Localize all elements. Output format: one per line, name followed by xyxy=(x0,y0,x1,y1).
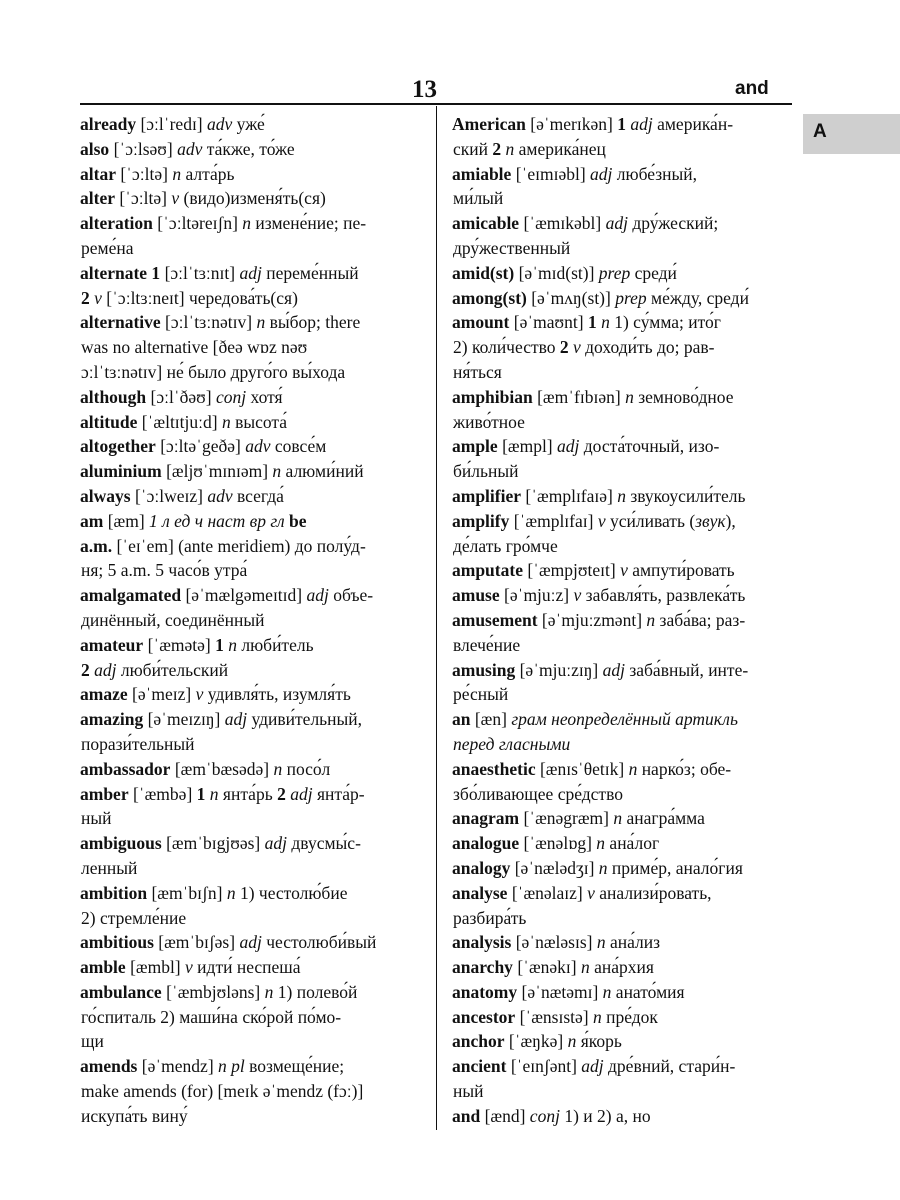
entry-line: 2 adj люби́тельский xyxy=(81,659,229,680)
entry-line: alternative [ɔːlˈtɜːnətɪv] n вы́бор; there xyxy=(80,312,361,333)
dictionary-entry xyxy=(452,211,790,261)
entry-line: aluminium [æljʊˈmɪnɪəm] n алюми́ний xyxy=(80,461,364,482)
dictionary-entry xyxy=(80,211,432,261)
entry-line: amuse [əˈmjuːz] v забавля́ть, развлека́ть xyxy=(452,585,746,606)
entry-line: збо́ливающее сре́дство xyxy=(453,783,623,804)
dictionary-entry xyxy=(452,558,790,583)
letter-tab xyxy=(803,114,900,154)
entry-line: amplify [ˈæmplɪfaɪ] v уси́ливать (звук), xyxy=(452,510,736,531)
dictionary-entry xyxy=(452,608,790,658)
entry-line: живо́тное xyxy=(453,411,525,432)
entry-line: a.m. [ˈeɪˈem] (ante meridiem) до полу́д- xyxy=(80,535,366,556)
entry-line: дру́жественный xyxy=(453,237,571,258)
entry-line: analogy [əˈnælədʒɪ] n приме́р, анало́гия xyxy=(452,857,743,878)
page-number: 13 xyxy=(412,76,437,103)
entry-line: го́спиталь 2) маши́на ско́рой по́мо- xyxy=(81,1006,342,1027)
dictionary-entry xyxy=(452,1104,790,1129)
entry-line: amputate [ˈæmpjʊteɪt] v ампути́ровать xyxy=(452,560,735,581)
entry-line: искупа́ть вину́ xyxy=(81,1105,188,1126)
dictionary-entry xyxy=(80,434,432,459)
dictionary-entry xyxy=(80,930,432,955)
entry-line: 2) стремле́ние xyxy=(81,907,187,928)
entry-line: amount [əˈmaʊnt] 1 n 1) су́мма; ито́г xyxy=(452,312,721,333)
entry-line: amber [ˈæmbə] 1 n янта́рь 2 adj янта́р- xyxy=(80,783,365,804)
entry-line: ancient [ˈeɪnʃənt] adj дре́вний, стари́н- xyxy=(452,1056,736,1077)
letter-tab-label: A xyxy=(813,121,827,142)
entry-line: amateur [ˈæmətə] 1 n люби́тель xyxy=(80,634,314,655)
entry-line: altogether [ɔːltəˈgeðə] adv совсе́м xyxy=(80,436,327,457)
dictionary-entry xyxy=(80,410,432,435)
entry-line: ми́лый xyxy=(453,188,504,209)
entry-line: порази́тельный xyxy=(81,733,195,754)
entry-line: ре́сный xyxy=(453,684,509,705)
entry-line: altar [ˈɔːltə] n алта́рь xyxy=(80,163,235,184)
entry-line: make amends (for) [meɪk əˈmendz (fɔː)] xyxy=(81,1081,364,1102)
dictionary-entry xyxy=(452,955,790,980)
dictionary-entry xyxy=(452,881,790,931)
entry-line: amaze [əˈmeɪz] v удивля́ть, изумля́ть xyxy=(80,684,351,705)
entry-line: разбира́ть xyxy=(453,907,527,928)
entry-line: amphibian [æmˈfɪbɪən] n земново́дное xyxy=(452,386,734,407)
dictionary-entry xyxy=(80,484,432,509)
dictionary-entry xyxy=(452,434,790,484)
dictionary-entry xyxy=(452,261,790,286)
dictionary-entry xyxy=(80,1054,432,1128)
dictionary-entry xyxy=(80,881,432,931)
dictionary-entry xyxy=(80,137,432,162)
entry-line: щи xyxy=(81,1031,104,1052)
dictionary-entry xyxy=(452,1029,790,1054)
entry-line: anaesthetic [ænɪsˈθetɪk] n нарко́з; обе- xyxy=(452,758,732,779)
entry-line: реме́на xyxy=(81,237,134,258)
entry-line: among(st) [əˈmʌŋ(st)] prep ме́жду, среди́ xyxy=(452,287,749,308)
dictionary-entry xyxy=(80,261,432,311)
entry-line: перед гласными xyxy=(453,733,571,754)
dictionary-entry xyxy=(80,980,432,1054)
entry-line: ленный xyxy=(81,857,138,878)
entry-line: amazing [əˈmeɪzɪŋ] adj удиви́тельный, xyxy=(80,709,363,730)
dictionary-entry xyxy=(80,682,432,707)
entry-line: alternate 1 [ɔːlˈtɜːnɪt] adj переме́нный xyxy=(80,262,359,283)
entry-line: ский 2 n америка́нец xyxy=(453,138,606,159)
entry-line: anagram [ˈænəgræm] n анагра́мма xyxy=(452,808,705,829)
dictionary-entry xyxy=(80,112,432,137)
dictionary-entry xyxy=(452,509,790,559)
dictionary-entry xyxy=(80,459,432,484)
dictionary-entry xyxy=(80,782,432,832)
dictionary-entry xyxy=(452,980,790,1005)
entry-line: ня́ться xyxy=(453,361,502,382)
column-divider xyxy=(436,106,437,1130)
dictionary-entry xyxy=(452,583,790,608)
entry-line: was no alternative [ðeə wɒz nəʊ xyxy=(81,337,308,358)
entry-line: anarchy [ˈænəkɪ] n ана́рхия xyxy=(452,957,654,978)
dictionary-entry xyxy=(80,757,432,782)
entry-line: ambitious [æmˈbɪʃəs] adj честолюби́вый xyxy=(80,932,377,953)
entry-line: ancestor [ˈænsɪstə] n пре́док xyxy=(452,1006,658,1027)
entry-line: always [ˈɔːlweɪz] adv всегда́ xyxy=(80,485,284,506)
dictionary-entry xyxy=(80,583,432,633)
entry-line: American [əˈmerɪkən] 1 adj америка́н- xyxy=(452,114,734,134)
entry-line: 2) коли́чество 2 v доходи́ть до; рав- xyxy=(453,337,715,358)
dictionary-entry xyxy=(452,1005,790,1030)
dictionary-entry xyxy=(452,1054,790,1104)
entry-line: би́льный xyxy=(453,461,519,482)
entry-line: ample [æmpl] adj доста́точный, изо- xyxy=(452,436,720,457)
dictionary-entry xyxy=(452,757,790,807)
entry-line: де́лать гро́мче xyxy=(453,535,558,556)
dictionary-entry xyxy=(80,707,432,757)
entry-line: amicable [ˈæmɪkəbl] adj дру́жеский; xyxy=(452,213,719,234)
entry-line: amiable [ˈeɪmɪəbl] adj любе́зный, xyxy=(452,163,698,184)
entry-line: an [æn] грам неопределённый артикль xyxy=(452,709,738,730)
entry-line: and [ænd] conj 1) и 2) а, но xyxy=(452,1105,651,1126)
entry-line: already [ɔːlˈredɪ] adv уже́ xyxy=(80,114,265,134)
dictionary-entry xyxy=(452,707,790,757)
header-rule xyxy=(80,103,792,105)
entry-line: ambulance [ˈæmbjʊləns] n 1) полево́й xyxy=(80,981,358,1002)
entry-line: although [ɔːlˈðəʊ] conj хотя́ xyxy=(80,386,283,407)
entry-line: ня; 5 a.m. 5 часо́в утра́ xyxy=(81,560,248,581)
dictionary-entry xyxy=(452,310,790,384)
entry-line: amplifier [ˈæmplɪfaɪə] n звукоусили́тель xyxy=(452,485,746,506)
entry-line: anchor [ˈæŋkə] n я́корь xyxy=(452,1031,622,1052)
dictionary-entry xyxy=(452,162,790,212)
dictionary-entry xyxy=(452,484,790,509)
entry-line: also [ˈɔːlsəʊ] adv та́кже, то́же xyxy=(80,138,295,159)
dictionary-entry xyxy=(452,856,790,881)
dictionary-entry xyxy=(80,831,432,881)
left-column xyxy=(80,112,432,1129)
entry-line: analogue [ˈænəlɒg] n ана́лог xyxy=(452,833,660,854)
dictionary-entry xyxy=(452,385,790,435)
dictionary-entry xyxy=(80,633,432,683)
entry-line: amble [æmbl] v идти́ неспеша́ xyxy=(80,957,301,978)
entry-line: analyse [ˈænəlaɪz] v анализи́ровать, xyxy=(452,882,712,903)
dictionary-entry xyxy=(452,112,790,162)
dictionary-entry xyxy=(80,534,432,584)
entry-line: ambition [æmˈbɪʃn] n 1) честолю́бие xyxy=(80,882,348,903)
dictionary-entry xyxy=(452,930,790,955)
entry-line: alteration [ˈɔːltəreɪʃn] n измене́ние; пе- xyxy=(80,213,367,234)
dictionary-entry xyxy=(80,186,432,211)
dictionary-entry xyxy=(80,310,432,384)
entry-line: altitude [ˈæltɪtjuːd] n высота́ xyxy=(80,411,288,432)
entry-line: amalgamated [əˈmælgəmeɪtɪd] adj объе- xyxy=(80,585,374,606)
right-column xyxy=(452,112,790,1129)
dictionary-entry xyxy=(80,955,432,980)
entry-line: amusement [əˈmjuːzmənt] n заба́ва; раз- xyxy=(452,609,746,630)
dictionary-entry xyxy=(452,831,790,856)
entry-line: динённый, соединённый xyxy=(81,609,265,630)
dictionary-entry xyxy=(80,509,432,534)
entry-line: anatomy [əˈnætəmɪ] n анато́мия xyxy=(452,981,685,1002)
entry-line: ный xyxy=(453,1081,484,1102)
entry-line: 2 v [ˈɔːltɜːneɪt] чередова́ть(ся) xyxy=(81,287,298,308)
entry-line: amends [əˈmendz] n pl возмеще́ние; xyxy=(80,1056,345,1077)
entry-line: ный xyxy=(81,808,112,829)
entry-line: ɔːlˈtɜːnətɪv] не́ было друго́го вы́хода xyxy=(81,361,346,382)
dictionary-entry xyxy=(80,385,432,410)
dictionary-entry xyxy=(452,658,790,708)
dictionary-entry xyxy=(452,286,790,311)
entry-line: am [æm] 1 л ед ч наст вр гл be xyxy=(80,510,307,531)
guide-word: and xyxy=(735,78,769,99)
entry-line: amusing [əˈmjuːzɪŋ] adj заба́вный, инте- xyxy=(452,659,749,680)
entry-line: ambassador [æmˈbæsədə] n посо́л xyxy=(80,758,331,779)
dictionary-entry xyxy=(452,806,790,831)
entry-line: amid(st) [əˈmɪd(st)] prep среди́ xyxy=(452,262,677,283)
entry-line: влече́ние xyxy=(453,634,521,655)
entry-line: ambiguous [æmˈbɪgjʊəs] adj двусмы́с- xyxy=(80,833,361,854)
dictionary-entry xyxy=(80,162,432,187)
entry-line: analysis [əˈnæləsɪs] n ана́лиз xyxy=(452,932,661,953)
entry-line: alter [ˈɔːltə] v (видо)изменя́ть(ся) xyxy=(80,188,326,209)
